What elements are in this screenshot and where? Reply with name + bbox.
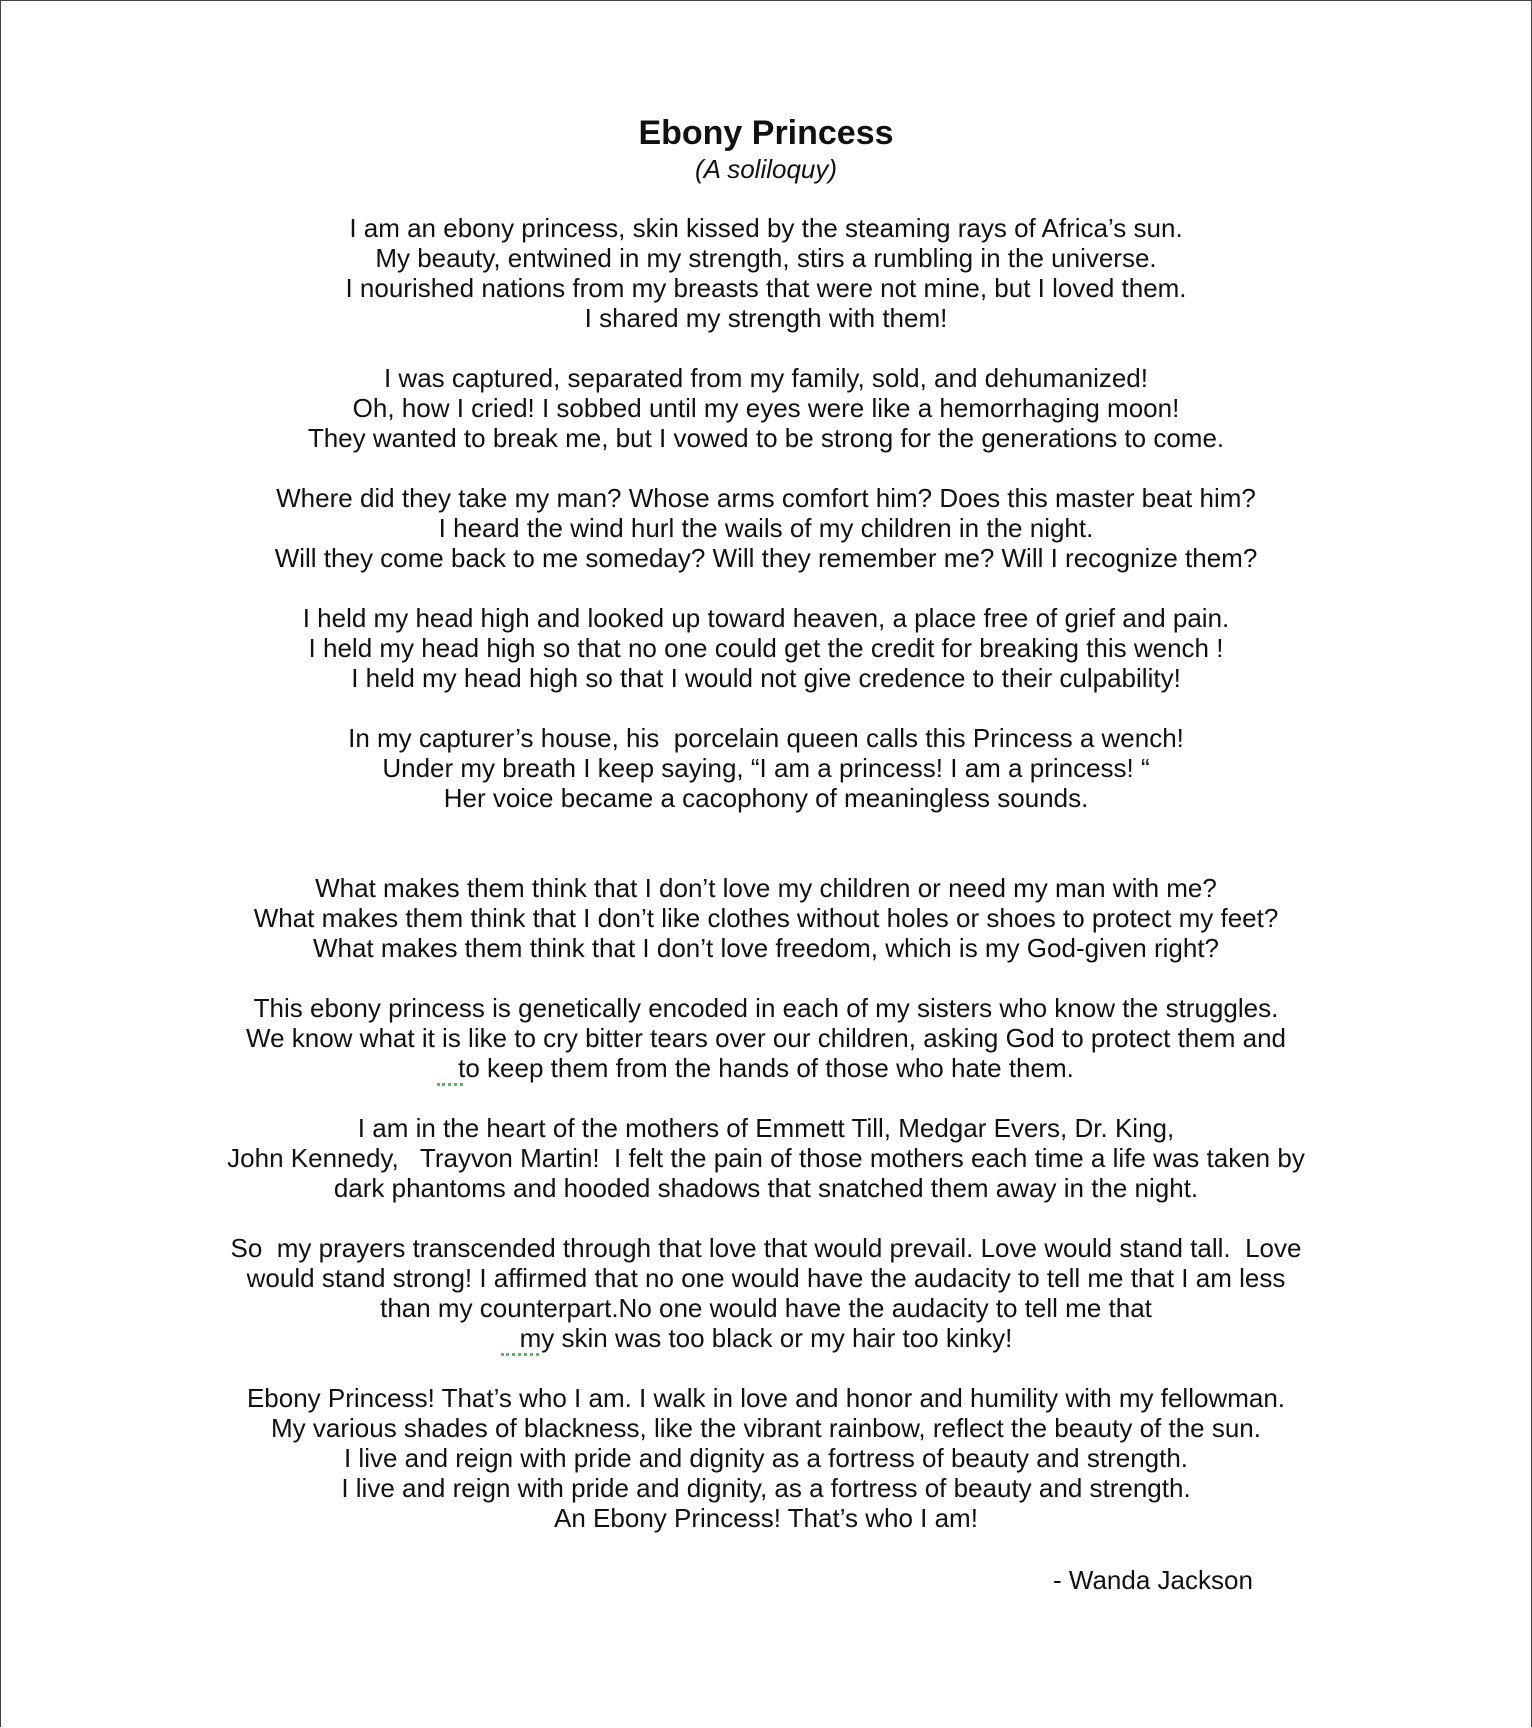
spellcheck-underline: [437, 1079, 463, 1086]
poem-line: I heard the wind hurl the wails of my children in the night.: [438, 513, 1094, 543]
poem-subtitle: (A soliloquy): [694, 154, 838, 184]
poem-line: I am in the heart of the mothers of Emmett Till, Medgar Evers, Dr. King,: [357, 1113, 1175, 1143]
poem-line: My various shades of blackness, like the vibrant rainbow, reflect the beauty of the sun.: [271, 1413, 1261, 1443]
poem-line: What makes them think that I don’t love freedom, which is my God-given right?: [312, 933, 1220, 963]
poem-line: would stand strong! I affirmed that no one would have the audacity to tell me that I am less: [246, 1263, 1286, 1293]
poem-line: dark phantoms and hooded shadows that snatched them away in the night.: [333, 1173, 1199, 1203]
poem-line: I nourished nations from my breasts that were not mine, but I loved them.: [345, 273, 1187, 303]
poem-line: So my prayers transcended through that love that would prevail. Love would stand tall. Love: [230, 1233, 1302, 1263]
poem-line: I was captured, separated from my family, sold, and dehumanized!: [383, 363, 1148, 393]
stanza-5: [1, 723, 1531, 813]
poem-line: than my counterpart.No one would have the audacity to tell me that: [380, 1293, 1152, 1323]
poem-line: What makes them think that I don’t love my children or need my man with me?: [315, 873, 1217, 903]
poem-line: An Ebony Princess! That’s who I am!: [554, 1503, 978, 1533]
poem-line: We know what it is like to cry bitter tears over our children, asking God to protect them and: [246, 1023, 1286, 1053]
stanza-7: [1, 993, 1531, 1083]
poem-line: my skin was too black or my hair too kinky!: [519, 1323, 1013, 1353]
poem-line: I shared my strength with them!: [584, 303, 948, 333]
poem: [1, 113, 1531, 1563]
stanza-2: [1, 363, 1531, 453]
poem-line: I am an ebony princess, skin kissed by the steaming rays of Africa’s sun.: [349, 213, 1183, 243]
poem-line: I held my head high so that I would not give credence to their culpability!: [351, 663, 1181, 693]
poem-line: What makes them think that I don’t like clothes without holes or shoes to protect my feet?: [253, 903, 1279, 933]
poem-line: Ebony Princess! That’s who I am. I walk in love and honor and humility with my fellowman.: [246, 1383, 1286, 1413]
poem-title: Ebony Princess: [638, 114, 894, 152]
poem-line: Where did they take my man? Whose arms comfort him? Does this master beat him?: [276, 483, 1256, 513]
poem-line: John Kennedy, Trayvon Martin! I felt the pain of those mothers each time a life was taken by: [227, 1143, 1305, 1173]
poem-line: I live and reign with pride and dignity, as a fortress of beauty and strength.: [341, 1473, 1191, 1503]
poem-line: Her voice became a cacophony of meaningless sounds.: [443, 783, 1089, 813]
poem-author: - Wanda Jackson: [1053, 1565, 1253, 1595]
poem-line: Oh, how I cried! I sobbed until my eyes were like a hemorrhaging moon!: [352, 393, 1180, 423]
stanza-9: [1, 1233, 1531, 1353]
stanza-6: [1, 873, 1531, 963]
poem-line: Will they come back to me someday? Will they remember me? Will I recognize them?: [274, 543, 1258, 573]
stanza-4: [1, 603, 1531, 693]
stanza-3: [1, 483, 1531, 573]
poem-line: They wanted to break me, but I vowed to be strong for the generations to come.: [307, 423, 1225, 453]
poem-line: My beauty, entwined in my strength, stirs a rumbling in the universe.: [375, 243, 1157, 273]
stanza-8: [1, 1113, 1531, 1203]
poem-line: I live and reign with pride and dignity as a fortress of beauty and strength.: [343, 1443, 1189, 1473]
poem-line: In my capturer’s house, his porcelain queen calls this Princess a wench!: [348, 723, 1184, 753]
poem-line: Under my breath I keep saying, “I am a princess! I am a princess! “: [382, 753, 1150, 783]
poem-line: I held my head high and looked up toward heaven, a place free of grief and pain.: [302, 603, 1230, 633]
poem-line: to keep them from the hands of those who hate them.: [458, 1053, 1074, 1083]
stanza-1: [1, 213, 1531, 333]
spellcheck-underline: [501, 1349, 539, 1356]
poem-line: I held my head high so that no one could get the credit for breaking this wench !: [308, 633, 1224, 663]
poem-line: This ebony princess is genetically encoded in each of my sisters who know the struggles.: [253, 993, 1279, 1023]
stanza-10: [1, 1383, 1531, 1533]
